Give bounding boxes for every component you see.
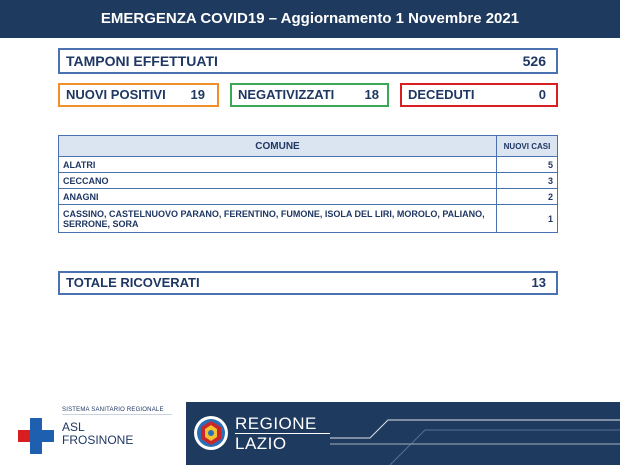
regione-divider <box>235 433 330 434</box>
negativizzati-value: 18 <box>364 87 379 102</box>
asl-name-line1: ASL <box>62 420 85 434</box>
ricoverati-label: TOTALE RICOVERATI <box>66 275 200 290</box>
comune-header: COMUNE <box>59 136 497 157</box>
comune-cell: ALATRI <box>59 157 497 173</box>
deceduti-value: 0 <box>538 87 546 102</box>
ricoverati-box <box>58 271 558 295</box>
regione-lazio-emblem-icon <box>193 415 229 451</box>
asl-subtitle: SISTEMA SANITARIO REGIONALE <box>62 407 164 413</box>
tamponi-box <box>58 48 558 74</box>
negativizzati-box <box>230 83 389 107</box>
nuovi-casi-header: NUOVI CASI <box>497 136 558 157</box>
regione-name-line2: LAZIO <box>235 434 287 453</box>
deceduti-label: DECEDUTI <box>408 87 475 102</box>
tamponi-label: TAMPONI EFFETTUATI <box>66 53 218 69</box>
table-header-row <box>59 136 558 157</box>
casi-cell: 5 <box>497 157 558 173</box>
ricoverati-value: 13 <box>531 275 546 290</box>
asl-name-line2: FROSINONE <box>62 433 134 447</box>
table-row <box>59 157 558 173</box>
regione-name <box>235 414 317 454</box>
casi-cell: 1 <box>497 205 558 233</box>
banner-stripes <box>330 402 620 465</box>
positivi-box <box>58 83 219 107</box>
comune-cell: ANAGNI <box>59 189 497 205</box>
deceduti-box <box>400 83 558 107</box>
page-title: EMERGENZA COVID19 – Aggiornamento 1 Novembre 2021 <box>100 10 520 27</box>
comune-cell: CASSINO, CASTELNUOVO PARANO, FERENTINO, FUMONE, ISOLA DEL LIRI, MOROLO, PALIANO, SERRONE, SORA <box>59 205 497 233</box>
table-row <box>59 205 558 233</box>
health-cross-icon <box>18 418 54 454</box>
positivi-value: 19 <box>190 87 205 102</box>
casi-cell: 2 <box>497 189 558 205</box>
tamponi-value: 526 <box>522 53 546 69</box>
casi-cell: 3 <box>497 173 558 189</box>
table-row <box>59 173 558 189</box>
table-row <box>59 189 558 205</box>
negativizzati-label: NEGATIVIZZATI <box>238 87 335 102</box>
regione-name-line1: REGIONE <box>235 414 317 433</box>
asl-divider <box>62 414 172 415</box>
asl-name <box>62 421 133 447</box>
comuni-table <box>58 135 558 233</box>
comune-cell: CECCANO <box>59 173 497 189</box>
positivi-label: NUOVI POSITIVI <box>66 87 166 102</box>
